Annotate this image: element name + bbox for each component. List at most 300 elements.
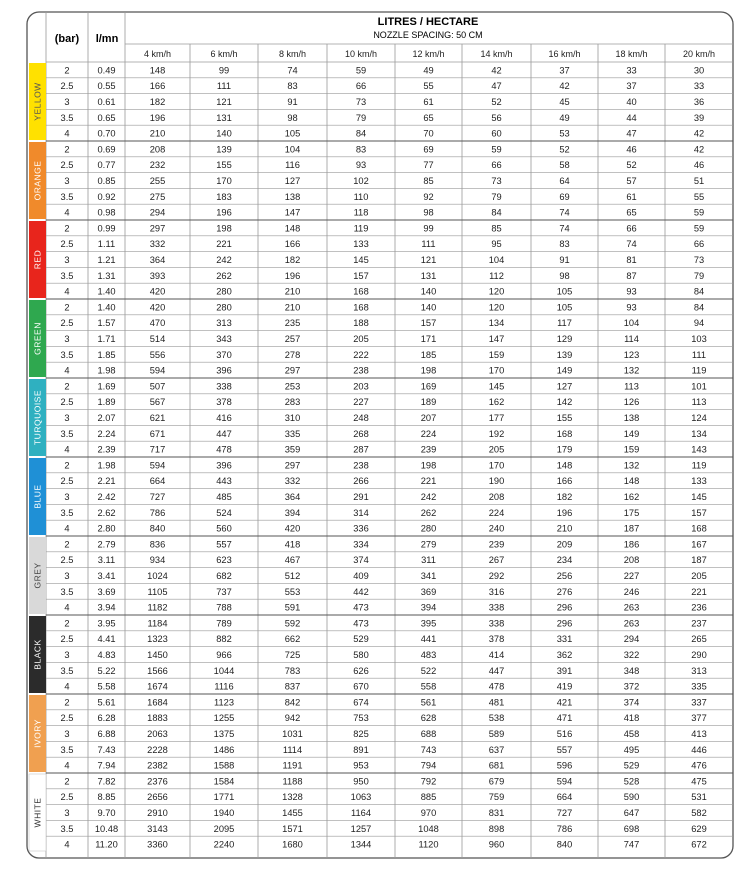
rate-cell: 74 <box>559 223 570 234</box>
rate-cell: 1940 <box>213 808 235 818</box>
rate-cell: 528 <box>623 776 640 787</box>
pressure-cell: 3.5 <box>60 744 74 755</box>
rate-cell: 418 <box>284 539 301 550</box>
rate-cell: 442 <box>353 586 369 597</box>
rate-cell: 33 <box>693 81 705 92</box>
rate-cell: 84 <box>693 302 705 313</box>
flow-cell: 6.28 <box>97 713 116 724</box>
pressure-cell: 2 <box>64 65 70 76</box>
pressure-cell: 3 <box>64 808 70 818</box>
nozzle-spacing-subtitle: NOZZLE SPACING: 50 CM <box>373 30 483 40</box>
flow-cell: 2.80 <box>97 523 116 534</box>
flow-cell: 9.70 <box>97 808 116 818</box>
flow-cell: 2.39 <box>97 444 116 455</box>
rate-cell: 166 <box>284 239 301 250</box>
rate-cell: 942 <box>284 713 301 724</box>
pressure-cell: 3.5 <box>60 428 74 439</box>
rate-cell: 2228 <box>147 744 168 755</box>
rate-cell: 413 <box>691 729 707 739</box>
rate-cell: 590 <box>623 792 640 803</box>
rate-cell: 825 <box>353 729 369 739</box>
rate-cell: 42 <box>693 144 705 155</box>
rate-cell: 185 <box>420 349 437 360</box>
flow-cell: 1.40 <box>97 302 116 313</box>
rate-cell: 138 <box>623 413 640 423</box>
rate-cell: 268 <box>353 428 369 439</box>
speed-header: 18 km/h <box>615 49 648 59</box>
rate-cell: 256 <box>556 571 573 581</box>
rate-cell: 73 <box>693 255 705 265</box>
flow-cell: 2.42 <box>97 492 116 502</box>
rate-cell: 182 <box>284 255 301 265</box>
rate-cell: 332 <box>284 476 301 487</box>
rate-cell: 531 <box>691 792 707 803</box>
rate-cell: 159 <box>488 349 505 360</box>
rate-cell: 222 <box>353 349 369 360</box>
rate-cell: 310 <box>284 413 301 423</box>
flow-cell: 4.83 <box>97 650 116 660</box>
rate-cell: 446 <box>691 744 707 755</box>
rate-cell: 840 <box>556 839 573 850</box>
rate-cell: 133 <box>691 476 707 487</box>
rate-cell: 589 <box>488 729 505 739</box>
rate-cell: 131 <box>216 112 232 123</box>
flow-cell: 1.11 <box>97 239 116 250</box>
rate-cell: 471 <box>556 713 573 724</box>
rate-cell: 79 <box>491 191 502 202</box>
rate-cell: 61 <box>423 97 434 107</box>
rate-cell: 170 <box>488 365 505 376</box>
rate-cell: 1375 <box>213 729 235 739</box>
rate-cell: 1588 <box>213 760 235 771</box>
rate-cell: 475 <box>691 776 707 787</box>
rate-cell: 753 <box>353 713 369 724</box>
rate-cell: 1048 <box>418 823 439 834</box>
rate-cell: 208 <box>488 492 505 502</box>
rate-cell: 79 <box>355 112 367 123</box>
flow-cell: 0.65 <box>97 112 116 123</box>
rate-cell: 179 <box>556 444 573 455</box>
rate-cell: 157 <box>420 318 437 329</box>
flow-cell: 0.99 <box>97 223 116 234</box>
pressure-cell: 3.5 <box>60 112 74 123</box>
rate-cell: 316 <box>488 586 505 597</box>
pressure-cell: 4 <box>64 128 70 139</box>
rate-cell: 783 <box>284 665 301 676</box>
rate-cell: 37 <box>559 65 570 76</box>
rate-cell: 1674 <box>147 681 168 692</box>
speed-header: 6 km/h <box>210 49 238 59</box>
rate-cell: 1116 <box>214 681 234 692</box>
rate-cell: 84 <box>355 128 367 139</box>
rate-cell: 594 <box>149 365 166 376</box>
rate-cell: 57 <box>626 176 637 186</box>
rate-cell: 132 <box>623 460 640 471</box>
rate-cell: 182 <box>149 97 166 107</box>
rate-cell: 168 <box>691 523 707 534</box>
rate-cell: 529 <box>623 760 640 771</box>
rate-cell: 196 <box>556 507 573 518</box>
rate-cell: 2376 <box>147 776 168 787</box>
flow-cell: 1.85 <box>97 349 116 360</box>
rate-cell: 64 <box>559 176 570 186</box>
rate-cell: 3143 <box>147 823 168 834</box>
rate-cell: 93 <box>355 160 367 171</box>
rate-cell: 557 <box>216 539 232 550</box>
nozzle-color-label: BLUE <box>32 484 43 509</box>
rate-cell: 120 <box>488 286 505 297</box>
rate-cell: 727 <box>556 808 573 818</box>
rate-cell: 334 <box>353 539 369 550</box>
rate-cell: 416 <box>216 413 232 423</box>
rate-cell: 671 <box>149 428 166 439</box>
rate-cell: 104 <box>284 144 301 155</box>
rate-cell: 297 <box>284 365 301 376</box>
rate-cell: 664 <box>556 792 573 803</box>
rate-cell: 594 <box>556 776 573 787</box>
rate-cell: 127 <box>284 176 301 186</box>
rate-cell: 84 <box>693 286 705 297</box>
rate-cell: 747 <box>623 839 640 850</box>
rate-cell: 134 <box>488 318 505 329</box>
rate-cell: 74 <box>287 65 298 76</box>
rate-cell: 147 <box>284 207 301 218</box>
rate-cell: 110 <box>353 191 369 202</box>
rate-cell: 235 <box>284 318 301 329</box>
rate-cell: 221 <box>691 586 707 597</box>
rate-cell: 113 <box>691 397 707 408</box>
rate-cell: 1191 <box>282 760 303 771</box>
rate-cell: 529 <box>353 634 369 645</box>
pressure-cell: 4 <box>64 523 70 534</box>
rate-cell: 145 <box>691 492 707 502</box>
rate-cell: 83 <box>355 144 367 155</box>
rate-cell: 447 <box>216 428 232 439</box>
rate-cell: 338 <box>216 381 232 392</box>
rate-cell: 66 <box>355 81 367 92</box>
rate-cell: 789 <box>216 618 232 629</box>
rate-cell: 118 <box>353 207 369 218</box>
rate-cell: 138 <box>284 191 301 202</box>
rate-cell: 66 <box>693 239 705 250</box>
flow-cell: 0.98 <box>97 207 116 218</box>
rate-cell: 688 <box>420 729 437 739</box>
rate-cell: 127 <box>556 381 573 392</box>
rate-cell: 629 <box>691 823 707 834</box>
rate-cell: 98 <box>559 270 570 281</box>
pressure-cell: 2.5 <box>60 634 74 645</box>
rate-cell: 262 <box>420 507 437 518</box>
rate-cell: 60 <box>491 128 502 139</box>
rate-cell: 788 <box>216 602 232 613</box>
rate-cell: 594 <box>149 460 166 471</box>
rate-cell: 1255 <box>213 713 235 724</box>
pressure-cell: 4 <box>64 286 70 297</box>
flow-cell: 1.21 <box>97 255 116 265</box>
rate-cell: 682 <box>216 571 232 581</box>
rate-cell: 338 <box>488 602 505 613</box>
rate-cell: 148 <box>149 65 166 76</box>
rate-cell: 394 <box>420 602 437 613</box>
nozzle-color-label: GREEN <box>32 322 43 355</box>
rate-cell: 132 <box>623 365 640 376</box>
rate-cell: 238 <box>353 365 369 376</box>
rate-cell: 159 <box>623 444 640 455</box>
rate-cell: 840 <box>149 523 166 534</box>
pressure-cell: 2.5 <box>60 713 74 724</box>
rate-cell: 514 <box>149 334 166 344</box>
rate-cell: 418 <box>623 713 640 724</box>
rate-cell: 297 <box>284 460 301 471</box>
rate-cell: 205 <box>488 444 505 455</box>
flow-cell: 7.82 <box>97 776 116 787</box>
rate-cell: 40 <box>626 97 637 107</box>
pressure-cell: 2.5 <box>60 160 74 171</box>
rate-cell: 94 <box>693 318 705 329</box>
rate-cell: 112 <box>489 270 504 281</box>
rate-cell: 187 <box>623 523 640 534</box>
rate-cell: 421 <box>556 697 573 708</box>
rate-cell: 145 <box>353 255 369 265</box>
rate-cell: 210 <box>284 286 301 297</box>
rate-cell: 143 <box>691 444 707 455</box>
pressure-cell: 4 <box>64 839 70 850</box>
rate-cell: 42 <box>559 81 570 92</box>
rate-cell: 290 <box>691 650 707 660</box>
rate-cell: 283 <box>284 397 301 408</box>
rate-cell: 103 <box>691 334 707 344</box>
pressure-cell: 3 <box>64 176 70 186</box>
rate-cell: 59 <box>693 207 705 218</box>
rate-cell: 1063 <box>350 792 372 803</box>
rate-cell: 3360 <box>147 839 168 850</box>
rate-cell: 1883 <box>147 713 168 724</box>
rate-cell: 105 <box>556 302 573 313</box>
rate-cell: 74 <box>626 239 637 250</box>
rate-cell: 1120 <box>418 839 439 850</box>
rate-cell: 279 <box>420 539 437 550</box>
rate-cell: 157 <box>353 270 369 281</box>
rate-cell: 59 <box>355 65 367 76</box>
rate-cell: 148 <box>284 223 301 234</box>
rate-cell: 189 <box>420 397 437 408</box>
rate-cell: 145 <box>488 381 505 392</box>
rate-cell: 485 <box>216 492 232 502</box>
rate-cell: 44 <box>626 112 637 123</box>
flow-cell: 0.70 <box>97 128 116 139</box>
rate-cell: 196 <box>216 207 232 218</box>
rate-cell: 297 <box>149 223 166 234</box>
pressure-cell: 3 <box>64 729 70 739</box>
rate-cell: 378 <box>488 634 505 645</box>
rate-cell: 278 <box>284 349 301 360</box>
rate-cell: 717 <box>149 444 166 455</box>
rate-cell: 119 <box>353 223 369 234</box>
rate-cell: 61 <box>626 191 637 202</box>
rate-cell: 1024 <box>147 571 168 581</box>
rate-cell: 478 <box>488 681 505 692</box>
rate-cell: 419 <box>556 681 573 692</box>
rate-cell: 155 <box>556 413 573 423</box>
rate-cell: 1123 <box>214 697 234 708</box>
pressure-cell: 2 <box>64 697 70 708</box>
rate-cell: 1584 <box>213 776 235 787</box>
rate-cell: 681 <box>488 760 505 771</box>
rate-cell: 369 <box>420 586 437 597</box>
rate-cell: 524 <box>216 507 232 518</box>
rate-cell: 1771 <box>213 792 235 803</box>
rate-cell: 1164 <box>351 808 371 818</box>
rate-cell: 560 <box>216 523 232 534</box>
rate-cell: 239 <box>420 444 437 455</box>
nozzle-color-label: GREY <box>32 562 43 589</box>
rate-cell: 70 <box>423 128 434 139</box>
rate-cell: 121 <box>216 97 232 107</box>
rate-cell: 280 <box>216 302 232 313</box>
rate-cell: 148 <box>623 476 640 487</box>
rate-cell: 842 <box>284 697 301 708</box>
rate-cell: 292 <box>488 571 505 581</box>
rate-cell: 2382 <box>147 760 168 771</box>
rate-cell: 198 <box>216 223 232 234</box>
rate-cell: 205 <box>353 334 369 344</box>
pressure-cell: 2 <box>64 460 70 471</box>
rate-cell: 65 <box>423 112 434 123</box>
rate-cell: 198 <box>420 365 437 376</box>
nozzle-color-label: IVORY <box>32 719 43 748</box>
rate-cell: 792 <box>420 776 437 787</box>
rate-cell: 131 <box>420 270 437 281</box>
pressure-cell: 4 <box>64 207 70 218</box>
rate-cell: 73 <box>491 176 502 186</box>
pressure-cell: 3.5 <box>60 665 74 676</box>
rate-cell: 237 <box>691 618 707 629</box>
rate-cell: 196 <box>149 112 166 123</box>
flow-cell: 6.88 <box>97 729 116 739</box>
flow-cell: 3.11 <box>97 555 116 566</box>
rate-cell: 140 <box>216 128 232 139</box>
rate-cell: 93 <box>626 286 637 297</box>
flow-cell: 7.94 <box>97 760 116 771</box>
rate-cell: 370 <box>216 349 232 360</box>
rate-cell: 142 <box>556 397 573 408</box>
rate-cell: 168 <box>353 302 369 313</box>
rate-cell: 85 <box>491 223 502 234</box>
rate-cell: 1184 <box>147 618 168 629</box>
rate-cell: 294 <box>149 207 166 218</box>
pressure-cell: 2 <box>64 618 70 629</box>
pressure-cell: 2 <box>64 539 70 550</box>
rate-cell: 162 <box>623 492 640 502</box>
rate-cell: 36 <box>693 97 705 107</box>
flow-cell: 11.20 <box>95 839 118 850</box>
rate-cell: 837 <box>284 681 301 692</box>
pressure-cell: 4 <box>64 681 70 692</box>
rate-cell: 1571 <box>282 823 303 834</box>
rate-cell: 166 <box>149 81 166 92</box>
rate-cell: 1344 <box>350 839 372 850</box>
pressure-cell: 2 <box>64 381 70 392</box>
rate-cell: 167 <box>691 539 707 550</box>
pressure-cell: 3 <box>64 413 70 423</box>
rate-cell: 280 <box>420 523 437 534</box>
rate-cell: 420 <box>149 302 166 313</box>
speed-header: 10 km/h <box>344 49 378 59</box>
flow-cell: 0.92 <box>97 191 116 202</box>
rate-cell: 322 <box>623 650 640 660</box>
rate-cell: 93 <box>626 302 637 313</box>
pressure-cell: 2.5 <box>60 318 74 329</box>
rate-cell: 148 <box>556 460 573 471</box>
pressure-cell: 3 <box>64 334 70 344</box>
rate-cell: 276 <box>556 586 573 597</box>
rate-cell: 1328 <box>282 792 303 803</box>
rate-cell: 2656 <box>147 792 168 803</box>
rate-cell: 124 <box>691 413 707 423</box>
rate-cell: 332 <box>149 239 166 250</box>
rate-cell: 966 <box>216 650 232 660</box>
rate-cell: 561 <box>420 697 437 708</box>
flow-cell: 3.41 <box>97 571 116 581</box>
rate-cell: 882 <box>216 634 232 645</box>
rate-cell: 114 <box>624 334 639 344</box>
rate-cell: 83 <box>559 239 570 250</box>
rate-cell: 55 <box>423 81 434 92</box>
rate-cell: 175 <box>623 507 640 518</box>
rate-cell: 210 <box>556 523 573 534</box>
rate-cell: 55 <box>693 191 705 202</box>
rate-cell: 119 <box>691 460 707 471</box>
pressure-cell: 4 <box>64 602 70 613</box>
rate-cell: 626 <box>353 665 369 676</box>
rate-cell: 209 <box>556 539 573 550</box>
rate-cell: 52 <box>491 97 502 107</box>
rate-cell: 183 <box>216 191 232 202</box>
rate-cell: 49 <box>559 112 570 123</box>
rate-cell: 113 <box>624 381 639 392</box>
rate-cell: 1257 <box>350 823 372 834</box>
speed-header: 12 km/h <box>412 49 445 59</box>
rate-cell: 111 <box>216 81 232 92</box>
rate-cell: 314 <box>353 507 369 518</box>
rate-cell: 476 <box>691 760 707 771</box>
rate-cell: 33 <box>626 65 637 76</box>
pressure-cell: 4 <box>64 760 70 771</box>
rate-cell: 198 <box>420 460 437 471</box>
rate-cell: 960 <box>488 839 505 850</box>
rate-cell: 2063 <box>147 729 168 739</box>
rate-cell: 743 <box>420 744 437 755</box>
rate-cell: 116 <box>285 160 300 171</box>
rate-cell: 205 <box>691 571 707 581</box>
rate-cell: 786 <box>556 823 573 834</box>
rate-cell: 49 <box>423 65 434 76</box>
rate-cell: 59 <box>693 223 705 234</box>
rate-cell: 374 <box>353 555 369 566</box>
rate-cell: 891 <box>353 744 369 755</box>
rate-cell: 42 <box>693 128 705 139</box>
rate-cell: 280 <box>216 286 232 297</box>
rate-cell: 53 <box>559 128 570 139</box>
rate-cell: 592 <box>284 618 301 629</box>
rate-cell: 420 <box>149 286 166 297</box>
speed-header: 20 km/h <box>682 49 716 59</box>
rate-cell: 170 <box>216 176 232 186</box>
rate-cell: 336 <box>353 523 369 534</box>
rate-cell: 759 <box>488 792 505 803</box>
rate-cell: 263 <box>623 602 640 613</box>
rate-cell: 208 <box>623 555 640 566</box>
